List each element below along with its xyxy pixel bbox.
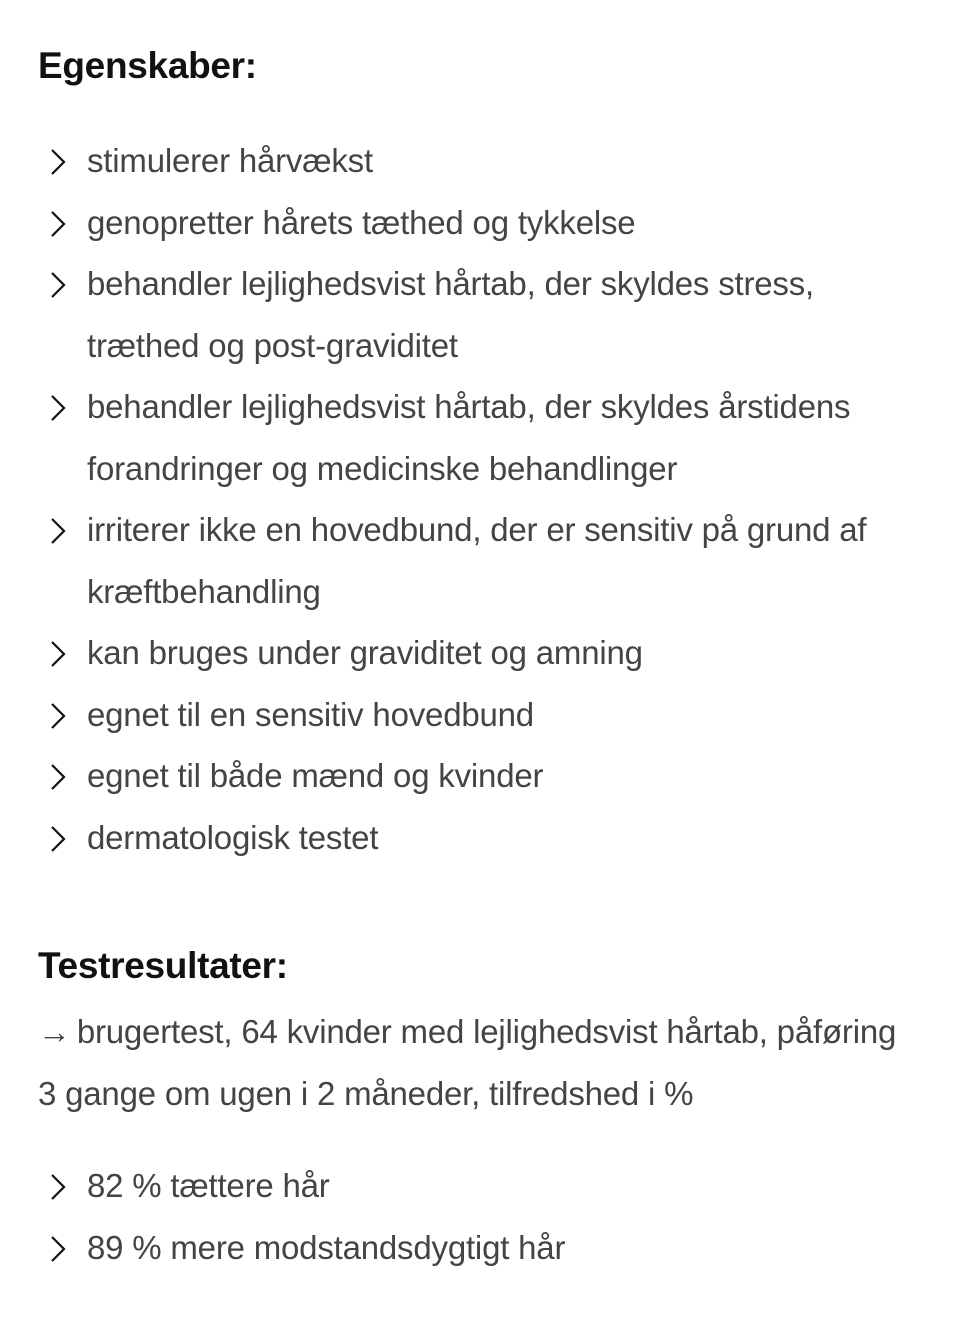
chevron-right-icon: [50, 622, 68, 684]
features-list: [0, 130, 907, 868]
chevron-right-icon: [50, 130, 68, 192]
feature-text: egnet til en sensitiv hovedbund: [87, 695, 534, 733]
feature-item: [0, 192, 907, 254]
chevron-right-icon: [50, 807, 68, 869]
feature-text: behandler lejlighedsvist hårtab, der skyldes årstidens forandringer og medicinske behandlinger: [87, 388, 851, 487]
feature-item: [0, 499, 907, 622]
arrow-right-icon: →: [38, 1013, 71, 1050]
test-description-text: brugertest, 64 kvinder med lejlighedsvist hårtab, påføring 3 gange om ugen i 2 måneder, tilfredshed i %: [38, 1013, 897, 1112]
chevron-right-icon: [50, 684, 68, 746]
feature-item: [0, 130, 907, 192]
feature-text: kan bruges under graviditet og amning: [87, 634, 643, 671]
feature-text: stimulerer hårvækst: [87, 142, 373, 179]
chevron-right-icon: [50, 1217, 68, 1279]
test-description: [38, 1001, 918, 1124]
chevron-right-icon: [50, 192, 68, 254]
result-item: [0, 1155, 907, 1217]
feature-item: [0, 684, 907, 746]
chevron-right-icon: [50, 376, 68, 438]
chevron-right-icon: [50, 745, 68, 807]
feature-item: [0, 376, 907, 499]
chevron-right-icon: [50, 499, 68, 561]
chevron-right-icon: [50, 253, 68, 315]
feature-item: [0, 253, 907, 376]
test-results-heading: Testresultater:: [38, 945, 288, 986]
features-heading: Egenskaber:: [38, 45, 257, 86]
result-text: 82 % tættere hår: [87, 1167, 330, 1204]
feature-text: behandler lejlighedsvist hårtab, der skyldes stress, træthed og post-graviditet: [87, 265, 814, 364]
feature-item: [0, 745, 907, 807]
feature-text: genopretter hårets tæthed og tykkelse: [87, 203, 636, 241]
feature-item: [0, 807, 907, 869]
result-item: [0, 1217, 907, 1279]
results-list: [0, 1155, 907, 1278]
feature-item: [0, 622, 907, 684]
feature-text: egnet til både mænd og kvinder: [87, 757, 544, 794]
feature-text: irriterer ikke en hovedbund, der er sensitiv på grund af kræftbehandling: [87, 511, 867, 610]
feature-text: dermatologisk testet: [87, 818, 379, 856]
chevron-right-icon: [50, 1155, 68, 1217]
result-text: 89 % mere modstandsdygtigt hår: [87, 1228, 566, 1266]
